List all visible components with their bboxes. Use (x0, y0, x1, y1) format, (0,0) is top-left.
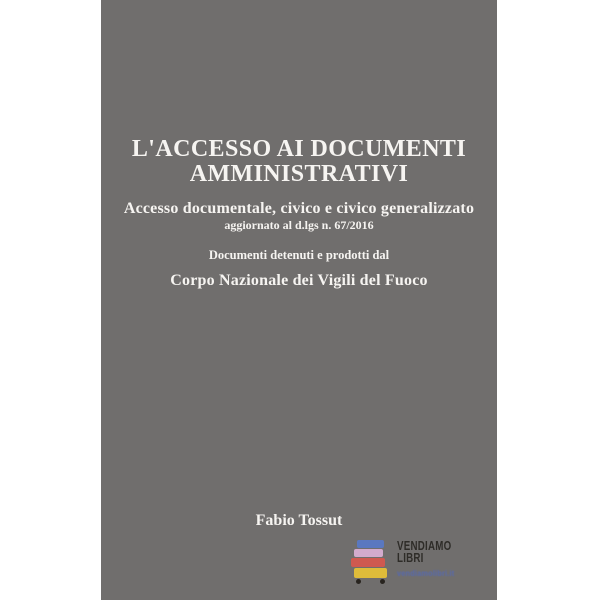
book-title (101, 137, 497, 187)
edition-note: aggiornato al d.lgs n. 67/2016 (224, 218, 374, 232)
stacked-book-pink (354, 549, 383, 557)
book-cart-icon (350, 540, 394, 585)
cover-text-block (101, 0, 497, 290)
publisher-logo-text (397, 540, 467, 578)
stacked-book-blue (357, 540, 384, 548)
publisher-name-line1: VENDIAMO (397, 539, 452, 553)
stacked-book-red (351, 558, 385, 567)
book-cover (101, 0, 497, 600)
stacked-book-yellow (354, 568, 387, 578)
author-name: Fabio Tossut (255, 512, 343, 529)
detained-line: Documenti detenuti e prodotti dal (208, 248, 390, 262)
cart-wheel-right-icon (380, 579, 385, 584)
organization-name: Corpo Nazionale dei Vigili del Fuoco (170, 272, 428, 289)
book-title-line1: L'ACCESSO AI DOCUMENTI (131, 136, 467, 162)
book-subtitle: Accesso documentale, civico e civico generalizzato (123, 200, 475, 217)
publisher-name-line2: LIBRI (397, 551, 424, 565)
cart-wheels-icon (350, 579, 394, 585)
book-title-line2: AMMINISTRATIVI (189, 161, 409, 187)
publisher-website: vendiamolibri.it (397, 569, 455, 578)
cart-wheel-left-icon (356, 579, 361, 584)
publisher-logo (350, 540, 467, 585)
